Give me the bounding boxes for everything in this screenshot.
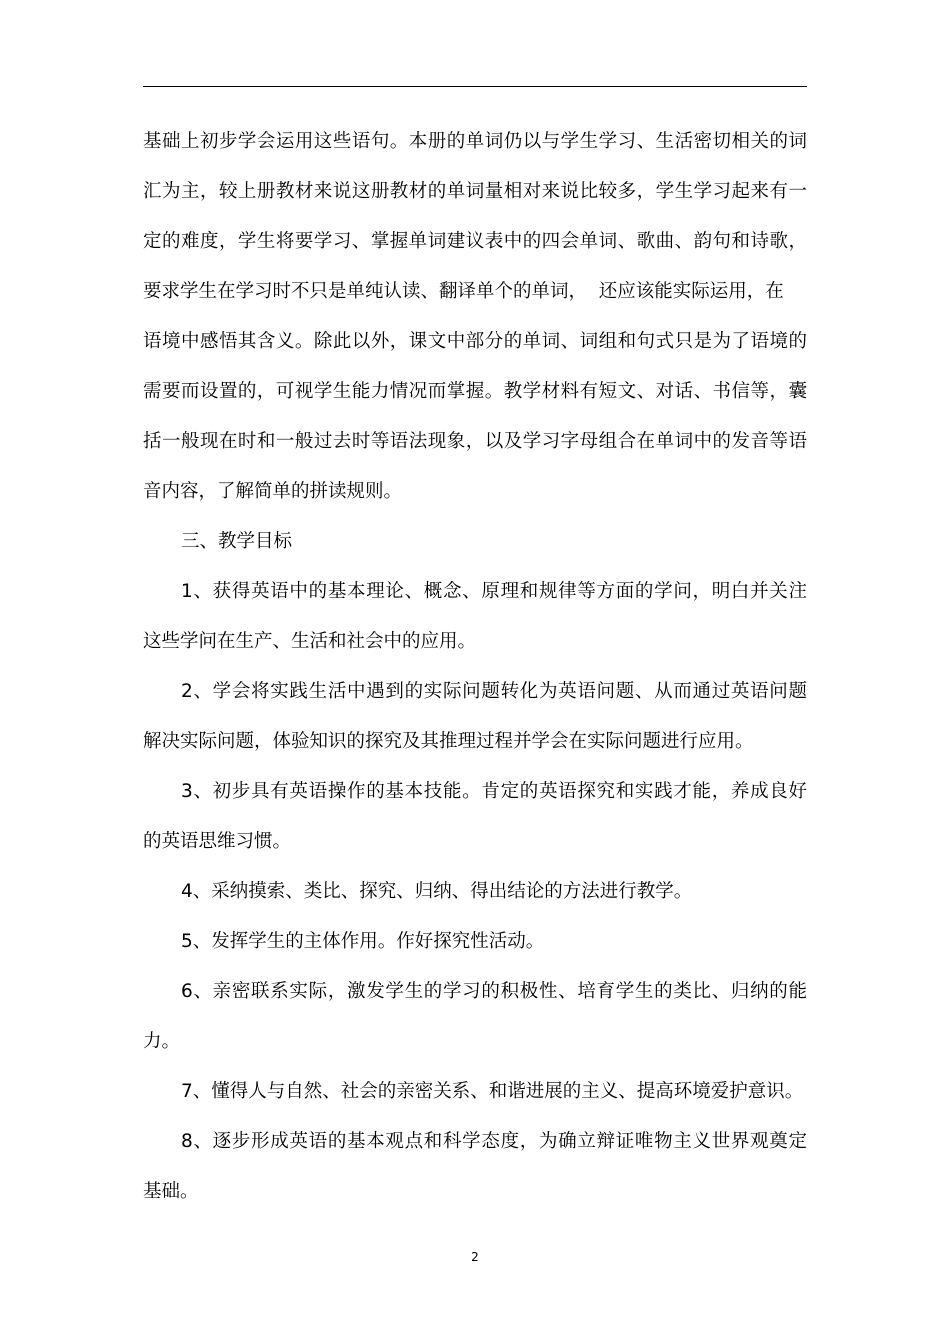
paragraph-line: 基础。 — [143, 1181, 199, 1202]
objective-item: 4、采纳摸索、类比、探究、归纳、得出结论的方法进行教学。 — [181, 881, 693, 902]
header-rule — [143, 86, 807, 87]
objective-item: 8、逐步形成英语的基本观点和科学态度，为确立辩证唯物主义世界观奠定 — [181, 1131, 807, 1152]
objective-item: 7、懂得人与自然、社会的亲密关系、和谐进展的主义、提高环境爱护意识。 — [181, 1081, 804, 1102]
paragraph-line: 汇为主，较上册教材来说这册教材的单词量相对来说比较多，学生学习起来有一 — [143, 181, 807, 202]
paragraph-line: 这些学问在生产、生活和社会中的应用。 — [143, 631, 477, 652]
paragraph-line: 解决实际问题，体验知识的探究及其推理过程并学会在实际问题进行应用。 — [143, 731, 754, 752]
paragraph-line: 基础上初步学会运用这些语句。本册的单词仍以与学生学习、生活密切相关的词 — [143, 131, 807, 152]
paragraph-line: 定的难度，学生将要学习、掌握单词建议表中的四会单词、歌曲、韵句和诗歌， — [143, 231, 807, 252]
objective-item: 3、初步具有英语操作的基本技能。肯定的英语探究和实践才能，养成良好 — [181, 781, 807, 802]
objective-item: 5、发挥学生的主体作用。作好探究性活动。 — [181, 931, 545, 952]
paragraph-line: 的英语思维习惯。 — [143, 831, 292, 852]
objective-item: 1、获得英语中的基本理论、概念、原理和规律等方面的学问，明白并关注 — [181, 581, 807, 602]
paragraph-line: 需要而设置的，可视学生能力情况而掌握。教学材料有短文、对话、书信等，囊 — [143, 381, 807, 402]
paragraph-line: 力。 — [143, 1031, 181, 1052]
section-heading: 三、教学目标 — [181, 531, 293, 552]
paragraph-line: 语境中感悟其含义。除此以外，课文中部分的单词、词组和句式只是为了语境的 — [143, 331, 807, 352]
objective-item: 2、学会将实践生活中遇到的实际问题转化为英语问题、从而通过英语问题 — [181, 681, 807, 702]
objective-item: 6、亲密联系实际，激发学生的学习的积极性、培育学生的类比、归纳的能 — [181, 981, 807, 1002]
page-number: 2 — [471, 1250, 479, 1264]
paragraph-line: 要求学生在学习时不只是单纯认读、翻译单个的单词， 还应该能实际运用，在 — [143, 281, 784, 302]
paragraph-line: 括一般现在时和一般过去时等语法现象，以及学习字母组合在单词中的发音等语 — [143, 431, 807, 452]
paragraph-line: 音内容，了解简单的拼读规则。 — [143, 481, 403, 502]
